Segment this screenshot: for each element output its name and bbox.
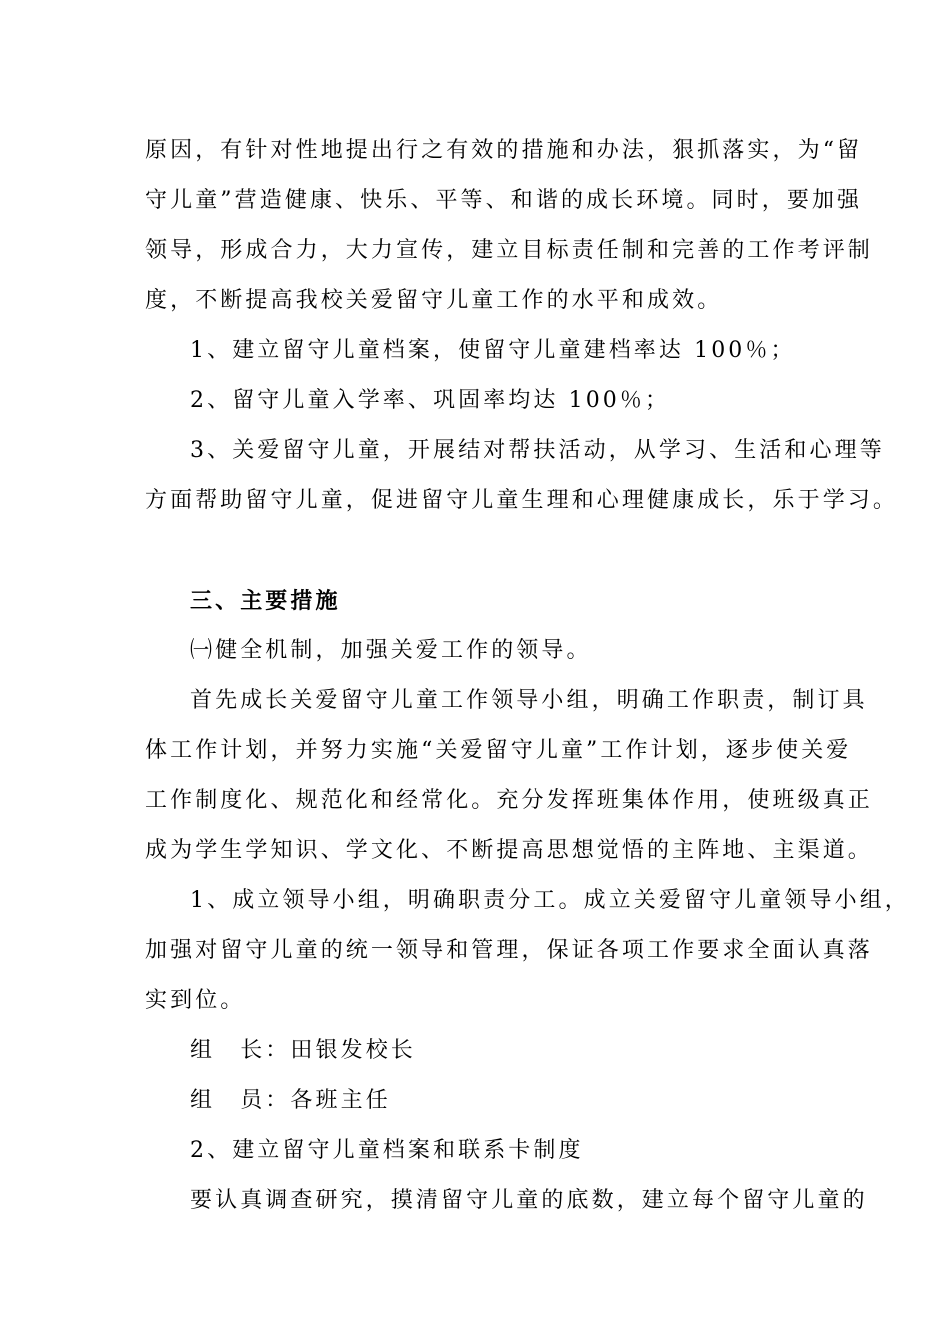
intro-line-1: 原因，有针对性地提出行之有效的措施和办法，狠抓落实，为“留 <box>145 138 863 163</box>
para2-line-1: 要认真调查研究，摸清留守儿童的底数，建立每个留守儿童的 <box>190 1188 868 1213</box>
intro-line-3: 领导，形成合力，大力宣传，建立目标责任制和完善的工作考评制 <box>145 238 873 263</box>
para1-line-1: 首先成长关爱留守儿童工作领导小组，明确工作职责，制订具 <box>190 688 868 713</box>
section-heading: 三、主要措施 <box>190 588 341 614</box>
item1-line-3: 实到位。 <box>145 988 246 1013</box>
goal-1: 1、建立留守儿童档案，使留守儿童建档率达 100％； <box>190 338 796 363</box>
sub-heading: ㈠健全机制，加强关爱工作的领导。 <box>190 638 592 663</box>
item2: 2、建立留守儿童档案和联系卡制度 <box>190 1138 584 1163</box>
group-members: 组 员：各班主任 <box>190 1088 391 1113</box>
group-leader: 组 长：田银发校长 <box>190 1038 416 1063</box>
goal-2: 2、留守儿童入学率、巩固率均达 100％； <box>190 388 671 413</box>
para1-line-3: 工作制度化、规范化和经常化。充分发挥班集体作用，使班级真正 <box>145 788 873 813</box>
goal-3-line-1: 3、关爱留守儿童，开展结对帮扶活动，从学习、生活和心理等 <box>190 438 885 463</box>
intro-line-4: 度，不断提高我校关爱留守儿童工作的水平和成效。 <box>145 288 723 313</box>
intro-line-2: 守儿童”营造健康、快乐、平等、和谐的成长环境。同时，要加强 <box>145 188 863 213</box>
item1-line-2: 加强对留守儿童的统一领导和管理，保证各项工作要求全面认真落 <box>145 938 873 963</box>
goal-3-line-2: 方面帮助留守儿童，促进留守儿童生理和心理健康成长，乐于学习。 <box>145 488 899 513</box>
item1-line-1: 1、成立领导小组，明确职责分工。成立关爱留守儿童领导小组， <box>190 888 910 913</box>
para1-line-2: 体工作计划，并努力实施“关爱留守儿童”工作计划，逐步使关爱 <box>145 738 852 763</box>
para1-line-4: 成为学生学知识、学文化、不断提高思想觉悟的主阵地、主渠道。 <box>145 838 873 863</box>
